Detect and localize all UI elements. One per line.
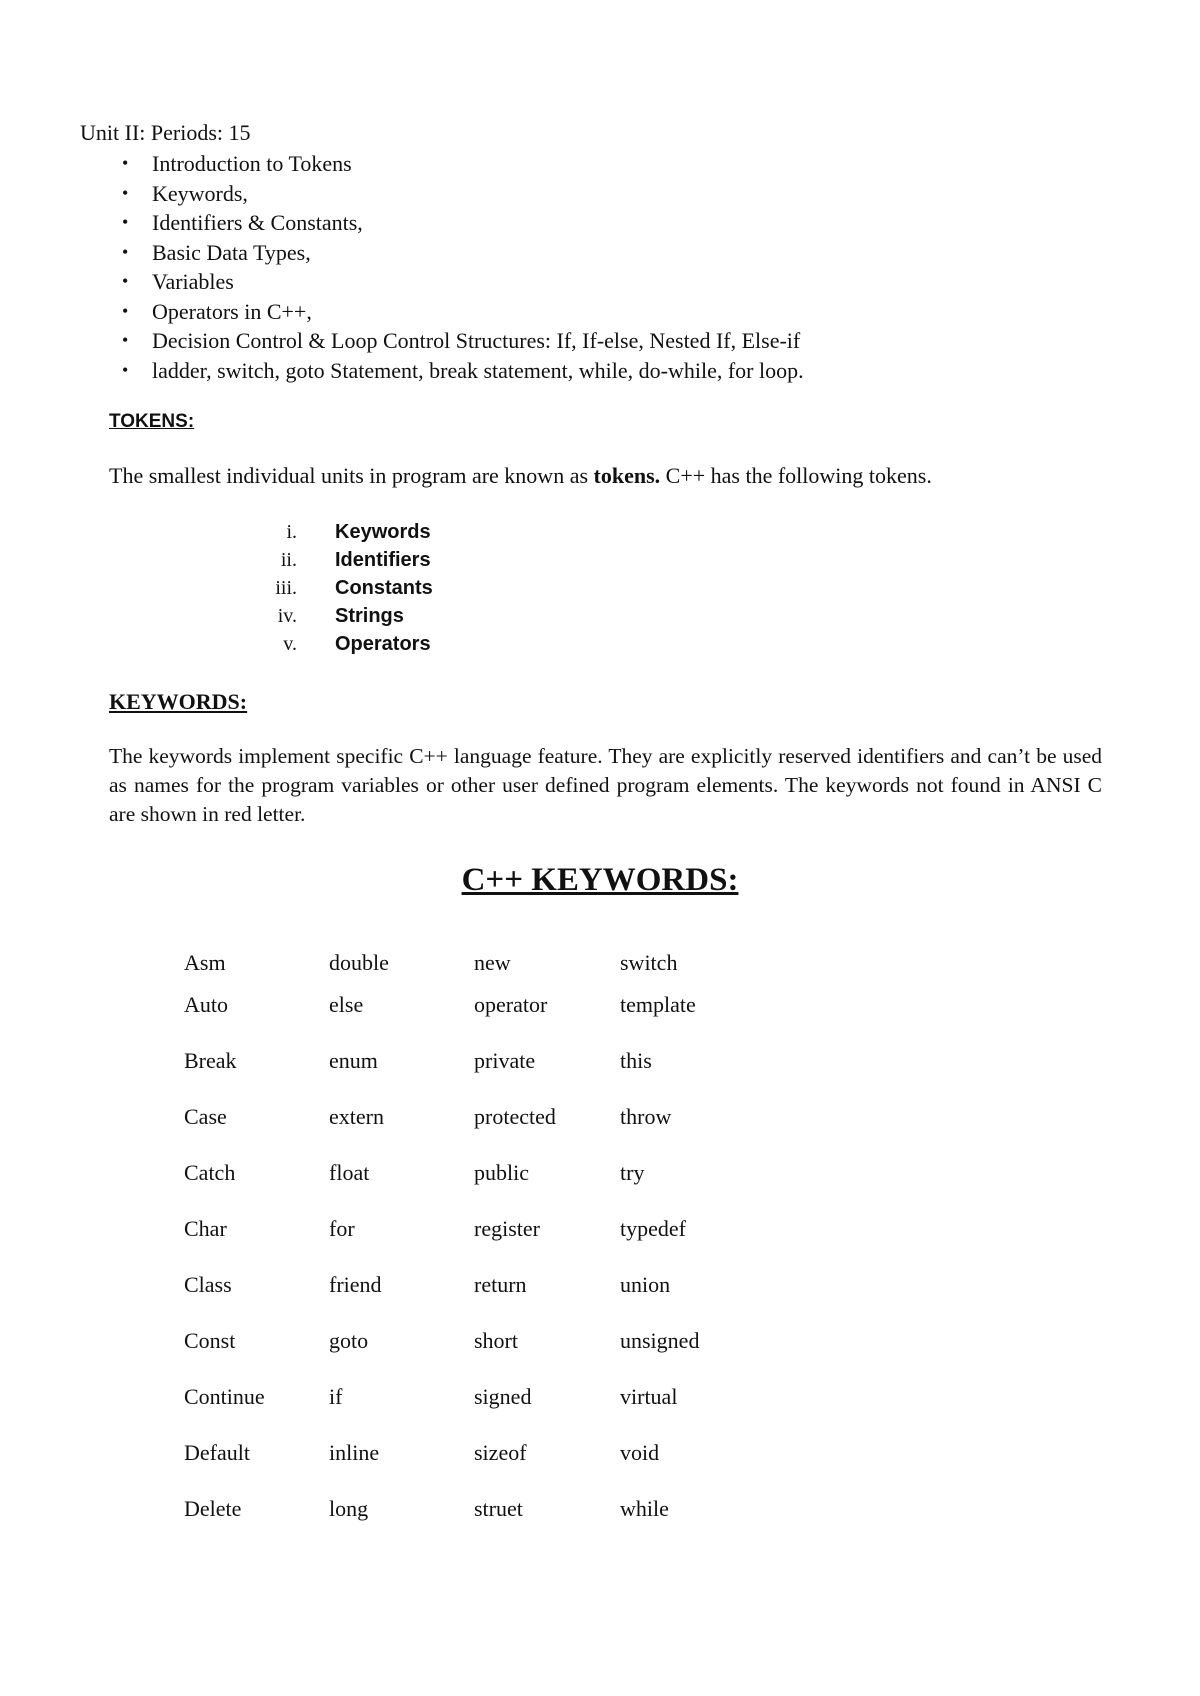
table-cell: float bbox=[329, 1160, 370, 1185]
bullet-icon: • bbox=[122, 271, 129, 291]
table-cell: public bbox=[474, 1160, 529, 1185]
table-cell: private bbox=[474, 1048, 536, 1073]
table-cell: extern bbox=[329, 1104, 384, 1129]
list-item bbox=[250, 546, 431, 574]
token-types-list bbox=[250, 518, 433, 658]
list-number: iv. bbox=[277, 605, 297, 627]
table-cell: return bbox=[474, 1272, 527, 1297]
list-item: • Identifiers & Constants, bbox=[120, 208, 804, 238]
table-cell: Class bbox=[184, 1272, 232, 1297]
table-cell: Continue bbox=[184, 1384, 265, 1409]
table-cell: operator bbox=[474, 992, 548, 1017]
table-cell: register bbox=[474, 1216, 540, 1241]
list-item-label: Keywords bbox=[335, 521, 431, 543]
table-cell: throw bbox=[620, 1104, 672, 1129]
table-cell: while bbox=[620, 1496, 669, 1521]
list-number: v. bbox=[283, 633, 297, 655]
table-cell: try bbox=[620, 1160, 645, 1185]
table-cell: double bbox=[329, 950, 389, 975]
table-cell: Char bbox=[184, 1216, 227, 1241]
list-number: iii. bbox=[275, 577, 297, 599]
list-number: ii. bbox=[280, 549, 297, 571]
table-cell: enum bbox=[329, 1048, 378, 1073]
tokens-paragraph: The smallest individual units in program are known as tokens. C++ has the following tokens. bbox=[109, 463, 932, 488]
table-cell: long bbox=[329, 1496, 369, 1521]
table-cell: protected bbox=[474, 1104, 556, 1129]
table-cell: unsigned bbox=[620, 1328, 700, 1353]
unit-title: Unit II: Periods: 15 bbox=[80, 120, 251, 145]
table-cell: template bbox=[620, 992, 696, 1017]
list-item: • ladder, switch, goto Statement, break statement, while, do-while, for loop. bbox=[120, 356, 804, 386]
list-item-label: Strings bbox=[335, 605, 404, 627]
list-item: • Operators in C++, bbox=[120, 297, 804, 327]
list-item bbox=[250, 574, 433, 602]
table-cell: Const bbox=[184, 1328, 236, 1353]
table-cell: this bbox=[620, 1048, 652, 1073]
table-cell: Default bbox=[184, 1440, 250, 1465]
list-number: i. bbox=[286, 521, 297, 543]
table-cell: short bbox=[474, 1328, 518, 1353]
list-item-label: Constants bbox=[335, 577, 433, 599]
table-cell: Auto bbox=[184, 992, 228, 1017]
table-cell: else bbox=[329, 992, 364, 1017]
table-cell: inline bbox=[329, 1440, 380, 1465]
bullet-icon: • bbox=[122, 153, 129, 173]
table-cell: union bbox=[620, 1272, 671, 1297]
keywords-paragraph: The keywords implement specific C++ language feature. They are explicitly reserved identifiers and can’t be used as names for the program variables or other user defined program elements. The keywords not found in ANSI C are shown in red letter. bbox=[109, 744, 1102, 826]
table-cell: friend bbox=[329, 1272, 382, 1297]
list-item bbox=[250, 630, 431, 658]
table-cell: void bbox=[620, 1440, 660, 1465]
table-cell: Catch bbox=[184, 1160, 236, 1185]
table-cell: Delete bbox=[184, 1496, 242, 1521]
list-item-label: Operators bbox=[335, 633, 431, 655]
list-item: • Decision Control & Loop Control Structures: If, If-else, Nested If, Else-if bbox=[120, 326, 804, 356]
bullet-icon: • bbox=[122, 330, 129, 350]
cpp-keywords-heading: C++ KEYWORDS: bbox=[461, 862, 739, 898]
table-cell: virtual bbox=[620, 1384, 678, 1409]
bullet-icon: • bbox=[122, 300, 129, 321]
bullet-icon: • bbox=[122, 212, 129, 232]
list-item bbox=[250, 518, 431, 546]
list-item: • Keywords, bbox=[120, 179, 804, 209]
table-cell: struet bbox=[474, 1496, 523, 1521]
table-cell: switch bbox=[620, 950, 678, 975]
table-cell: goto bbox=[329, 1328, 369, 1353]
bullet-icon: • bbox=[122, 182, 129, 203]
table-cell: Break bbox=[184, 1048, 237, 1073]
table-cell: signed bbox=[474, 1384, 532, 1409]
list-item: • Introduction to Tokens bbox=[120, 149, 804, 179]
syllabus-list bbox=[120, 149, 804, 385]
list-item bbox=[250, 602, 404, 630]
table-cell: typedef bbox=[620, 1216, 686, 1241]
table-cell: sizeof bbox=[474, 1440, 527, 1465]
table-cell: new bbox=[474, 950, 511, 975]
table-cell: Case bbox=[184, 1104, 227, 1129]
table-cell: Asm bbox=[184, 950, 226, 975]
tokens-heading: TOKENS: bbox=[109, 411, 195, 432]
list-item-label: Identifiers bbox=[335, 549, 431, 571]
keywords-heading: KEYWORDS: bbox=[109, 689, 248, 714]
table-cell: if bbox=[329, 1384, 343, 1409]
list-item: • Variables bbox=[120, 267, 804, 297]
bullet-icon: • bbox=[122, 241, 129, 262]
tokens-term: tokens. bbox=[593, 463, 661, 488]
table-cell: for bbox=[329, 1216, 355, 1241]
bullet-icon: • bbox=[122, 359, 129, 380]
list-item: • Basic Data Types, bbox=[120, 238, 804, 268]
